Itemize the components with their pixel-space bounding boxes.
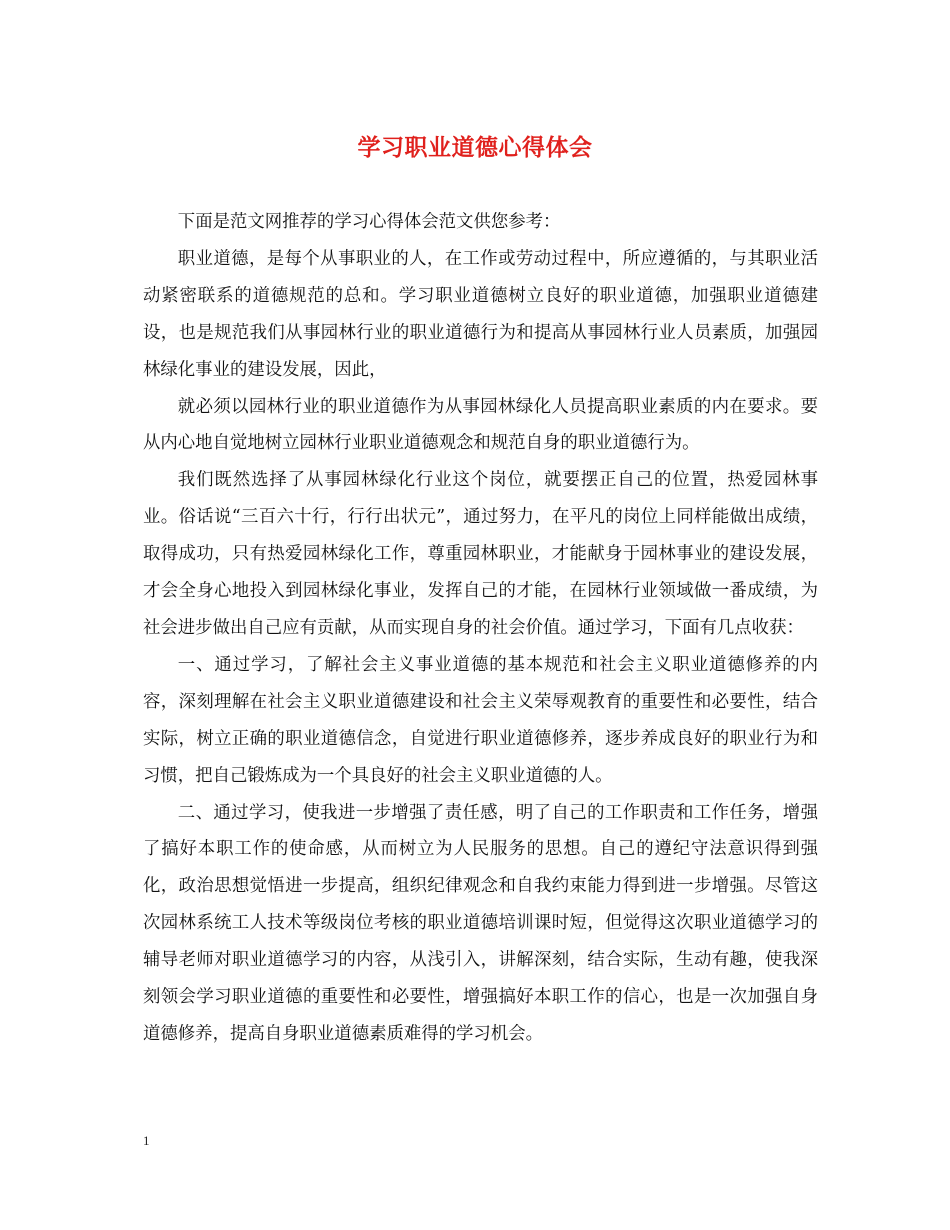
document-body [143, 204, 818, 1053]
paragraph-gain-one: 一、通过学习，了解社会主义事业道德的基本规范和社会主义职业道德修养的内容，深刻理解在社会主义职业道德建设和社会主义荣辱观教育的重要性和必要性，结合实际，树立正确的职业道德信念，自觉进行职业道德修养，逐步养成良好的职业行为和习惯，把自己锻炼成为一个具良好的社会主义职业道德的人。 [143, 654, 818, 786]
paragraph-requirement: 就必须以园林行业的职业道德作为从事园林绿化人员提高职业素质的内在要求。要从内心地自觉地树立园林行业职业道德观念和规范自身的职业道德行为。 [143, 396, 818, 454]
document-title: 学习职业道德心得体会 [357, 135, 593, 161]
page-number: 1 [143, 1133, 150, 1148]
paragraph-intro: 下面是范文网推荐的学习心得体会范文供您参考： [177, 212, 561, 232]
paragraph-career-choice: 我们既然选择了从事园林绿化行业这个岗位，就要摆正自己的位置，热爱园林事业。俗话说“三百六十行，行行出状元”，通过努力，在平凡的岗位上同样能做出成绩，取得成功，只有热爱园林绿化工作，尊重园林职业，才能献身于园林事业的建设发展，才会全身心地投入到园林绿化事业，发挥自己的才能，在园林行业领域做一番成绩，为社会进步做出自己应有贡献，从而实现自身的社会价值。通过学习，下面有几点收获： [143, 470, 818, 638]
paragraph-gain-two: 二、通过学习，使我进一步增强了责任感，明了自己的工作职责和工作任务，增强了搞好本职工作的使命感，从而树立为人民服务的思想。自己的遵纪守法意识得到强化，政治思想觉悟进一步提高，组织纪律观念和自我约束能力得到进一步增强。尽管这次园林系统工人技术等级岗位考核的职业道德培训课时短，但觉得这次职业道德学习的辅导老师对职业道德学习的内容，从浅引入，讲解深刻，结合实际，生动有趣，使我深刻领会学习职业道德的重要性和必要性，增强搞好本职工作的信心，也是一次加强自身道德修养，提高自身职业道德素质难得的学习机会。 [143, 802, 818, 1044]
paragraph-definition: 职业道德，是每个从事职业的人，在工作或劳动过程中，所应遵循的，与其职业活动紧密联系的道德规范的总和。学习职业道德树立良好的职业道德，加强职业道德建设，也是规范我们从事园林行业的职业道德行为和提高从事园林行业人员素质，加强园林绿化事业的建设发展，因此， [143, 248, 818, 380]
